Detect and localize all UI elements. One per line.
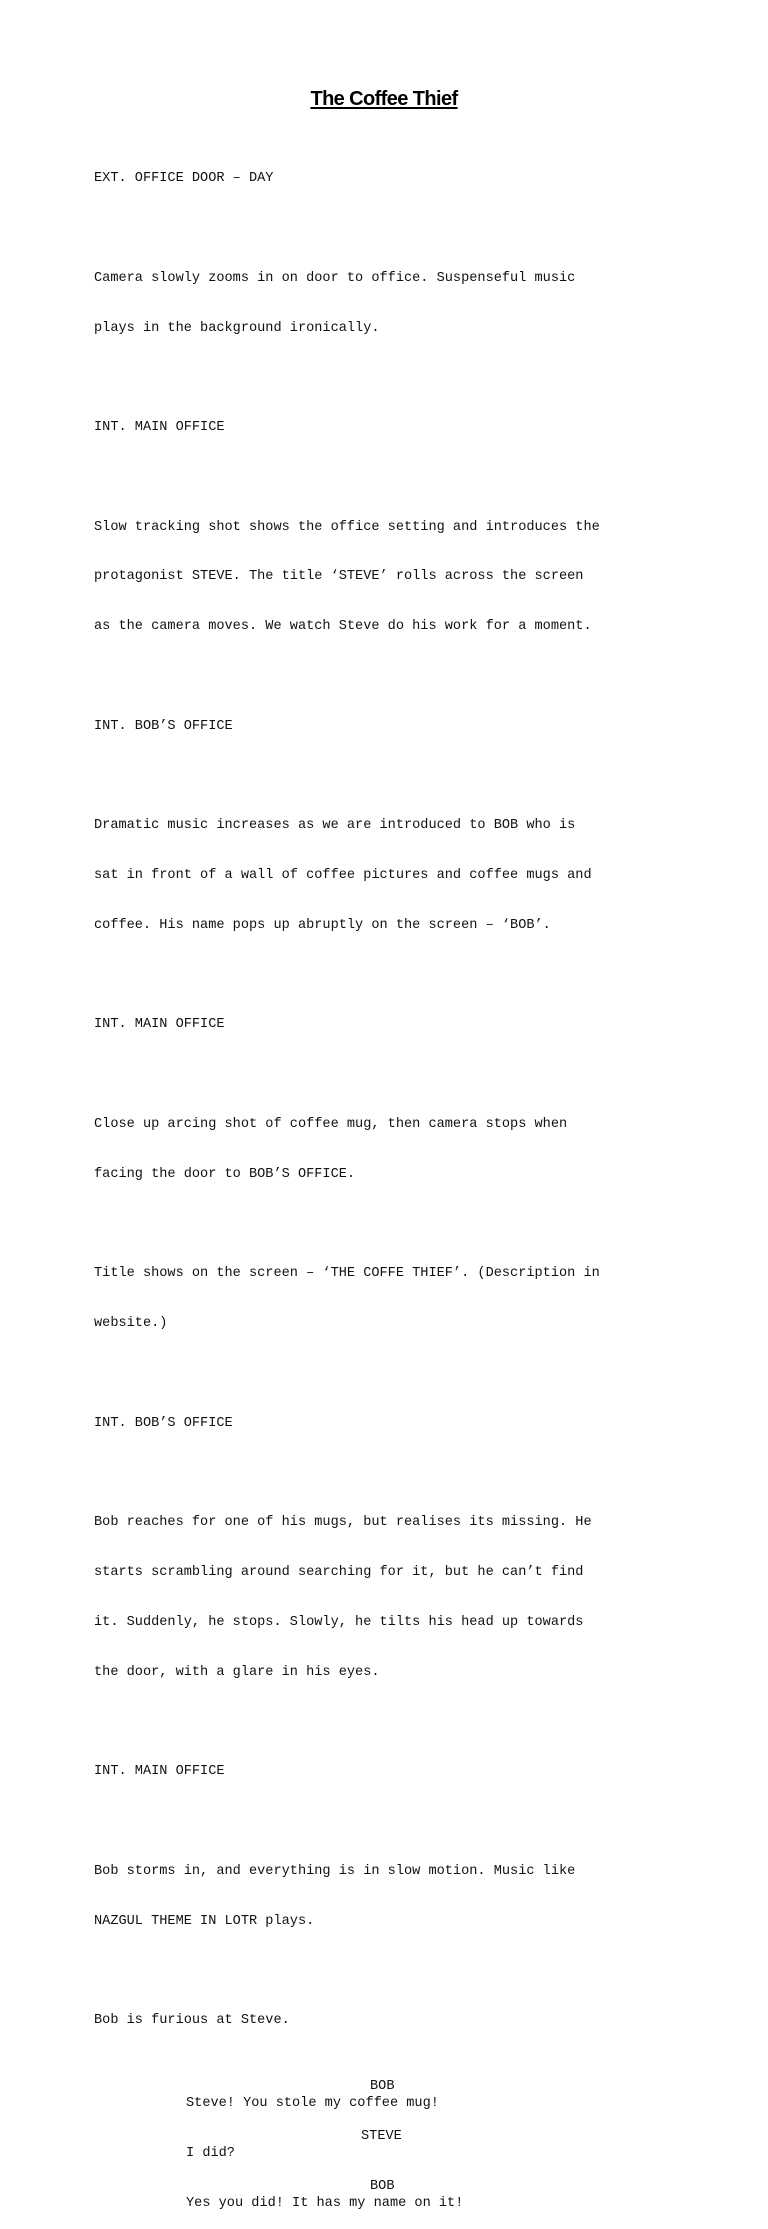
text-line: protagonist STEVE. The title ‘STEVE’ rolls across the screen <box>94 569 584 585</box>
scene-heading <box>94 1383 694 1466</box>
text-line: INT. MAIN OFFICE <box>94 1764 225 1780</box>
character-name: BOB <box>370 2179 395 2195</box>
text-line: Bob storms in, and everything is in slow motion. Music like <box>94 1863 576 1879</box>
scene-heading <box>94 138 694 221</box>
scene-heading <box>94 984 694 1067</box>
action-block <box>94 486 694 669</box>
text-line: INT. MAIN OFFICE <box>94 1017 225 1033</box>
dialogue-block <box>94 2129 694 2162</box>
text-line: Title shows on the screen – ‘THE COFFE THIEF’. (Description in <box>94 1266 600 1282</box>
text-line: the door, with a glare in his eyes. <box>94 1664 380 1680</box>
text-line: Camera slowly zooms in on door to office. Suspenseful music <box>94 270 576 286</box>
text-line: website.) <box>94 1316 168 1332</box>
character-name: STEVE <box>361 2129 402 2145</box>
text-line: Slow tracking shot shows the office setting and introduces the <box>94 519 600 535</box>
text-line: sat in front of a wall of coffee pictures and coffee mugs and <box>94 868 592 884</box>
text-line: as the camera moves. We watch Steve do his work for a moment. <box>94 619 592 635</box>
text-line: INT. MAIN OFFICE <box>94 420 225 436</box>
text-line: coffee. His name pops up abruptly on the screen – ‘BOB’. <box>94 917 551 933</box>
scene-heading <box>94 1731 694 1814</box>
text-line: it. Suddenly, he stops. Slowly, he tilts his head up towards <box>94 1614 584 1630</box>
action-block <box>94 1084 694 1217</box>
dialogue-line: Steve! You stole my coffee mug! <box>186 2096 439 2112</box>
action-block <box>94 1980 694 2063</box>
text-line: Dramatic music increases as we are introduced to BOB who is <box>94 818 576 834</box>
script-title: The Coffee Thief <box>310 88 458 110</box>
text-line: INT. BOB’S OFFICE <box>94 1415 233 1431</box>
dialogue-line: I did? <box>186 2145 235 2161</box>
action-block <box>94 1831 694 1964</box>
text-line: INT. BOB’S OFFICE <box>94 718 233 734</box>
action-block <box>94 785 694 968</box>
scene-heading <box>94 387 694 470</box>
text-line: plays in the background ironically. <box>94 320 380 336</box>
text-line: starts scrambling around searching for it, but he can’t find <box>94 1565 584 1581</box>
action-block <box>94 1233 694 1366</box>
character-name: BOB <box>370 2079 395 2095</box>
text-line: Bob reaches for one of his mugs, but realises its missing. He <box>94 1515 592 1531</box>
action-block <box>94 238 694 371</box>
scene-heading <box>94 686 694 769</box>
text-line: Close up arcing shot of coffee mug, then camera stops when <box>94 1117 568 1133</box>
dialogue-block <box>94 2179 694 2212</box>
text-line: facing the door to BOB’S OFFICE. <box>94 1166 356 1182</box>
text-line: Bob is furious at Steve. <box>94 2013 290 2029</box>
text-line: NAZGUL THEME IN LOTR plays. <box>94 1913 315 1929</box>
text-line: EXT. OFFICE DOOR – DAY <box>94 171 274 187</box>
script-body <box>94 138 694 2229</box>
dialogue-block <box>94 2079 694 2112</box>
action-block <box>94 1482 694 1714</box>
dialogue-line: Yes you did! It has my name on it! <box>186 2195 464 2211</box>
